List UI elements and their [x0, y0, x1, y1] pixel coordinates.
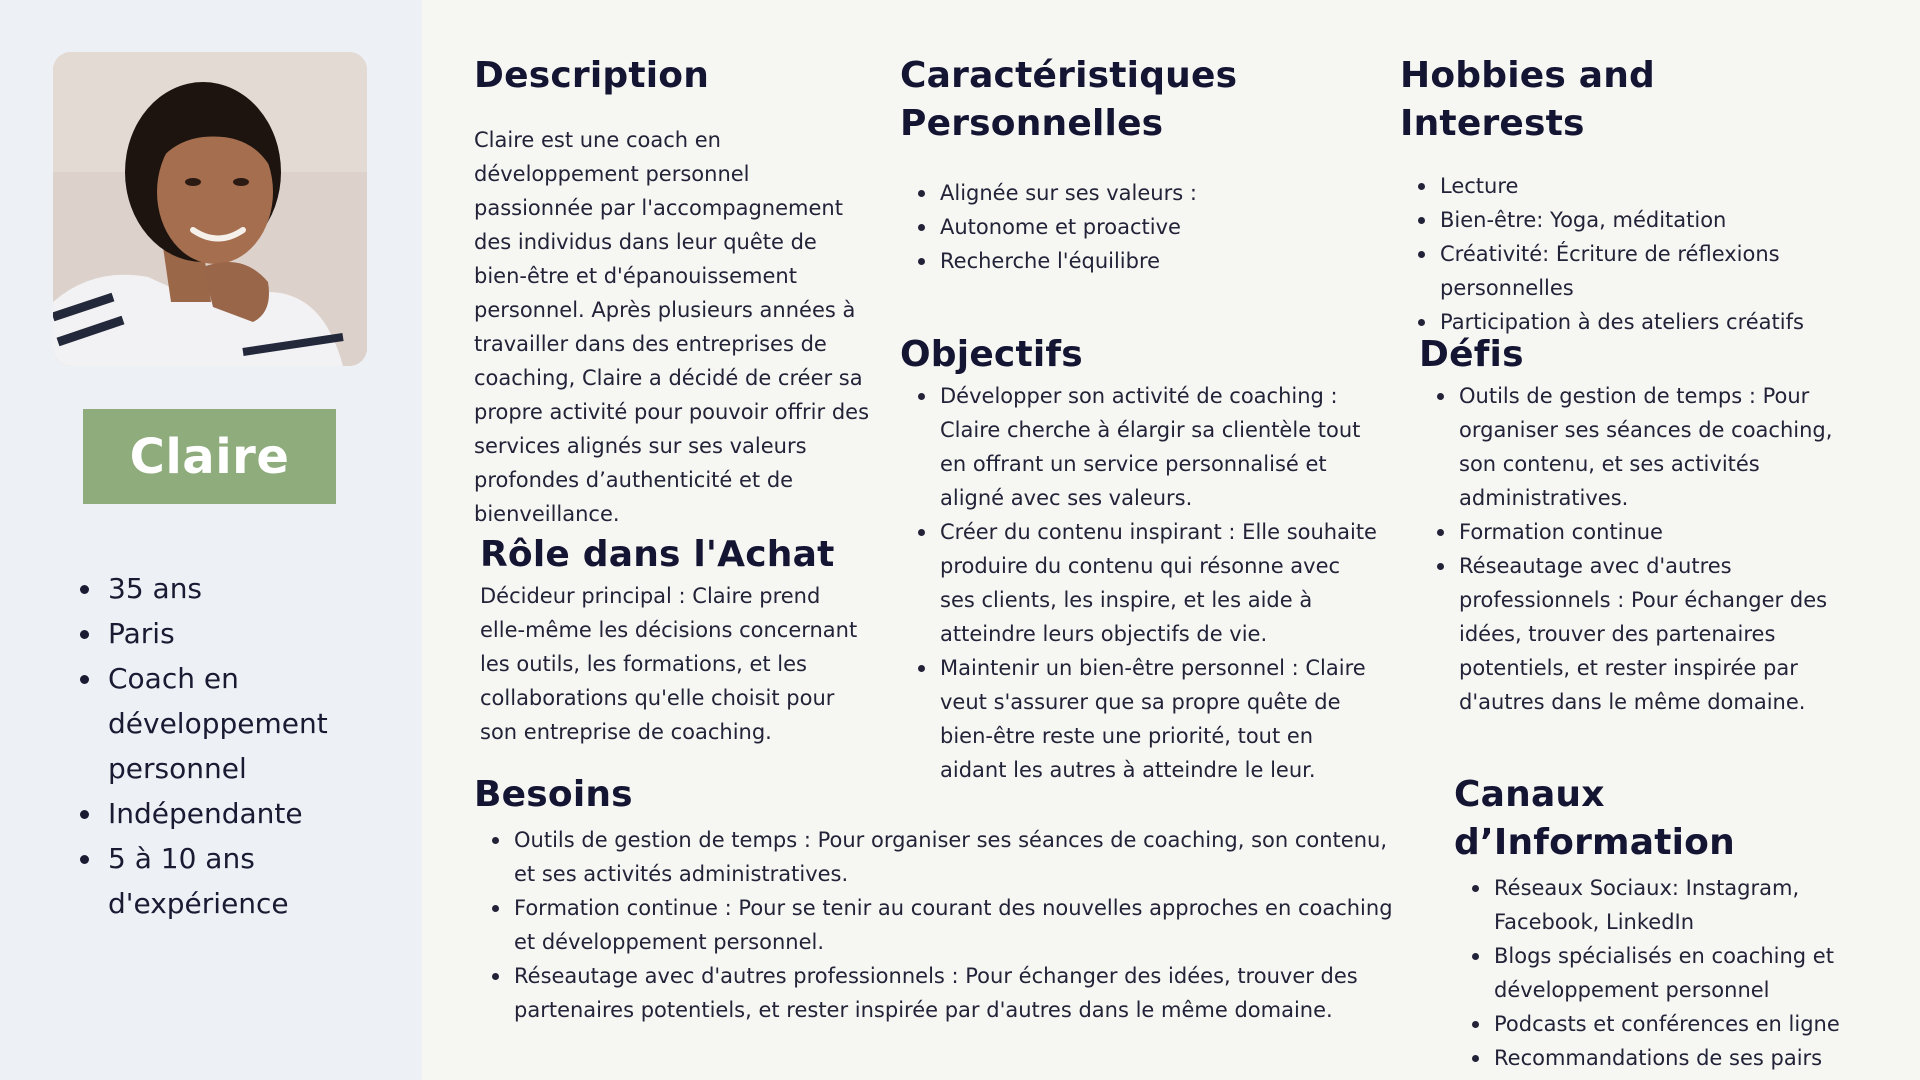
persona-name: Claire: [129, 428, 290, 485]
defis-item: Réseautage avec d'autres professionnels : Pour échanger des idées, trouver des partenaires potentiels, et rester inspirée par d'autres dans le même domaine.: [1419, 549, 1839, 719]
caracteristiques-item: Alignée sur ses valeurs :: [900, 176, 1320, 210]
caracteristiques-heading: Caractéristiques Personnelles: [900, 55, 1238, 144]
profile-photo: [53, 52, 367, 366]
caracteristiques-item: Autonome et proactive: [900, 210, 1320, 244]
objectifs-section: [900, 331, 1380, 787]
objectifs-item: Maintenir un bien-être personnel : Claire veut s'assurer que sa propre quête de bien-être reste une priorité, tout en aidant les autres à atteindre le leur.: [900, 651, 1380, 787]
persona-city: Paris: [78, 611, 378, 656]
role-heading: Rôle dans l'Achat: [480, 534, 835, 575]
hobbies-item: Participation à des ateliers créatifs: [1400, 305, 1840, 339]
objectifs-list: [900, 379, 1380, 787]
hobbies-section: [1400, 52, 1840, 339]
besoins-item: Outils de gestion de temps : Pour organiser ses séances de coaching, son contenu, et ses activités administratives.: [474, 823, 1414, 891]
defis-item: Formation continue: [1419, 515, 1839, 549]
objectifs-item: Créer du contenu inspirant : Elle souhaite produire du contenu qui résonne avec ses clients, les inspire, et les aide à atteindre leurs objectifs de vie.: [900, 515, 1380, 651]
canaux-heading: Canaux d’Information: [1454, 774, 1735, 863]
canaux-list: [1454, 871, 1874, 1075]
canaux-section: [1454, 771, 1874, 1075]
persona-status: Indépendante: [78, 791, 378, 836]
persona-experience: 5 à 10 ans d'expérience: [78, 836, 378, 926]
besoins-item: Formation continue : Pour se tenir au courant des nouvelles approches en coaching et développement personnel.: [474, 891, 1414, 959]
canaux-item: Blogs spécialisés en coaching et développement personnel: [1454, 939, 1874, 1007]
canaux-item: Recommandations de ses pairs: [1454, 1041, 1874, 1075]
caracteristiques-section: [900, 52, 1320, 278]
besoins-heading: Besoins: [474, 774, 633, 815]
hobbies-list: [1400, 169, 1840, 339]
defis-item: Outils de gestion de temps : Pour organiser ses séances de coaching, son contenu, et ses activités administratives.: [1419, 379, 1839, 515]
besoins-item: Réseautage avec d'autres professionnels : Pour échanger des idées, trouver des partenaires potentiels, et rester inspirée par d'autres dans le même domaine.: [474, 959, 1414, 1027]
besoins-section: [474, 771, 1414, 1027]
besoins-list: [474, 823, 1414, 1027]
description-heading: Description: [474, 55, 710, 96]
canaux-item: Réseaux Sociaux: Instagram, Facebook, LinkedIn: [1454, 871, 1874, 939]
defis-section: [1419, 331, 1839, 719]
hobbies-item: Créativité: Écriture de réflexions personnelles: [1400, 237, 1840, 305]
defis-heading: Défis: [1419, 334, 1524, 375]
role-section: [480, 531, 870, 749]
hobbies-item: Lecture: [1400, 169, 1840, 203]
description-text: Claire est une coach en développement personnel passionnée par l'accompagnement des individus dans leur quête de bien-être et d'épanouissement personnel. Après plusieurs années à travailler dans des entreprises de coaching, Claire a décidé de créer sa propre activité pour pouvoir offrir des services alignés sur ses valeurs profondes d’authenticité et de bienveillance.: [474, 128, 870, 526]
description-section: [474, 52, 874, 531]
hobbies-item: Bien-être: Yoga, méditation: [1400, 203, 1840, 237]
persona-name-badge: [83, 409, 336, 504]
persona-age: 35 ans: [78, 566, 378, 611]
caracteristiques-list: [900, 176, 1320, 278]
persona-job: Coach en développement personnel: [78, 656, 378, 791]
defis-list: [1419, 379, 1839, 719]
caracteristiques-item: Recherche l'équilibre: [900, 244, 1320, 278]
canaux-item: Podcasts et conférences en ligne: [1454, 1007, 1874, 1041]
objectifs-item: Développer son activité de coaching : Claire cherche à élargir sa clientèle tout en offrant un service personnalisé et aligné avec ses valeurs.: [900, 379, 1380, 515]
role-text: Décideur principal : Claire prend elle-même les décisions concernant les outils, les formations, et les collaborations qu'elle choisit pour son entreprise de coaching.: [480, 584, 858, 744]
persona-details-list: [78, 566, 378, 926]
hobbies-heading: Hobbies and Interests: [1400, 55, 1656, 144]
objectifs-heading: Objectifs: [900, 334, 1083, 375]
